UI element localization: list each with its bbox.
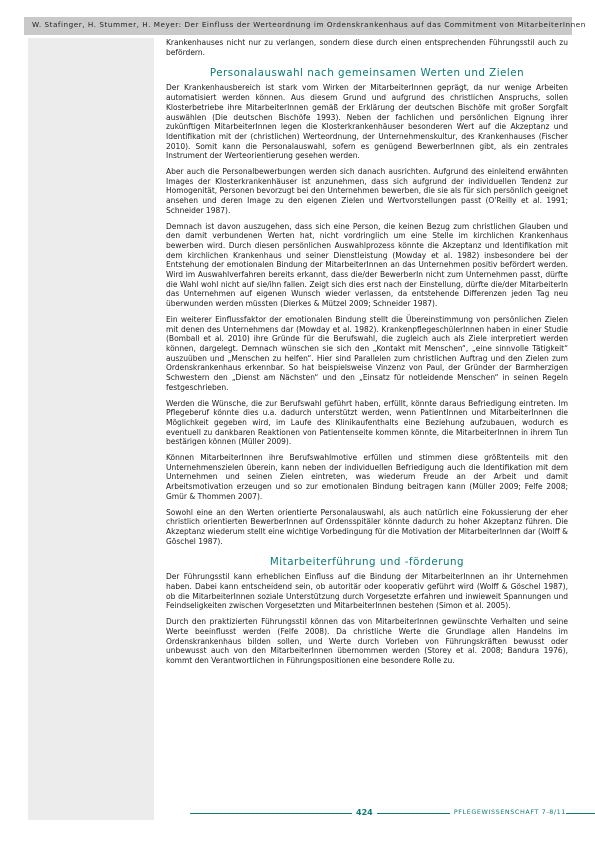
paragraph: Ein weiterer Einflussfaktor der emotionalen Bindung stellt die Übereinstimmung von persönlichen Zielen mit denen des Unternehmens dar (Mowday et al. 1982). KrankenpflegeschülerInnen haben in einer Studie (Bomball et al. 2010) ihre Gründe für die Berufswahl, die zugleich auch als Ziele interpretiert werden können, dargelegt. Demnach wünschen sie sich den „Kontakt mit Menschen“, „eine sinnvolle Tätigkeit“ auszuüben und „Menschen zu helfen“. Hier sind Parallelen zum christlichen Auftrag und den Zielen zum Ordenskrankenhaus erkennbar. So hat beispielsweise Vinzenz von Paul, der Gründer der Barmherzigen Schwestern den „Dienst am Nächsten“ und den „Einsatz für notleidende Menschen“ in seinen Regeln festgeschrieben. [166,314,568,392]
paragraph: Durch den praktizierten Führungsstil können das von MitarbeiterInnen gewünschte Verhalten und seine Werte beeinflusst werden (Felfe 2008). Da christliche Werte die Grundlage allen Handelns im Ordenskrankenhaus bilden sollen, und Werte durch Vorleben von Führungskräften bewusst oder unbewusst auch von den MitarbeiterInnen übernommen werden (Storey et al. 2008; Bandura 1976), kommt den Verantwortlichen in Führungspositionen eine besondere Rolle zu. [166,617,568,665]
paragraph: Aber auch die Personalbewerbungen werden sich danach ausrichten. Aufgrund des einleitend erwähnten Images der Klosterkrankenhäuser ist anzunehmen, dass sich aufgrund der individuellen Tendenz zur Homogenität, Personen bevorzugt bei den Unternehmen bewerben, die sie als für sich persönlich geeignet ansehen und deren Image zu den eigenen Zielen und Wertvorstellungen passt (O'Reilly et al. 1991; Schneider 1987). [166,167,568,215]
paragraph: Der Führungsstil kann erheblichen Einfluss auf die Bindung der MitarbeiterInnen an ihr Unternehmen haben. Dabei kann entscheidend sein, ob autoritär oder kooperativ geführt wird (Wolff & Göschel 1987), ob die MitarbeiterInnen soziale Unterstützung durch Vorgesetzte erfahren und inwieweit Spannungen und Feindseligkeiten zwischen Vorgesetzten und MitarbeiterInnen bestehen (Simon et al. 2005). [166,572,568,611]
page-number: 424 [352,808,377,817]
page-footer [24,808,572,820]
paragraph: Sowohl eine an den Werten orientierte Personalauswahl, als auch natürlich eine Fokussierung der eher christlich orientierten BewerberInnen auf Ordensspitäler könnte dadurch zu hoher Akzeptanz führen. Die Akzeptanz wiederum stellt eine wichtige Vorbedingung für die Motivation der MitarbeiterInnen dar (Wolff & Göschel 1987). [166,507,568,546]
paragraph: Demnach ist davon auszugehen, dass sich eine Person, die keinen Bezug zum christlichen Glauben und den damit verbundenen Werten hat, nicht vordringlich um eine Stelle im kirchlichen Krankenhaus bewerben wird. Durch diesen persönlichen Auswahlprozess könnte die Akzeptanz und Identifikation mit dem kirchlichen Krankenhaus und seiner Dienstleistung (Mowday et al. 1982) insbesondere bei der Entstehung der emotionalen Bindung der MitarbeiterInnen an das Unternehmen positiv befördert werden. Wird im Auswahlverfahren bereits erkannt, dass die/der BewerberIn nicht zum Unternehmen passt, dürfte die Wahl wohl nicht auf sie/ihn fallen. Zeigt sich dies erst nach der Einstellung, dürfte die/der MitarbeiterIn das Unternehmen auf eigenen Wunsch wieder verlassen, da entstehende Differenzen jeden Tag neu überwunden werden müssten (Dierkes & Mützel 2009; Schneider 1987). [166,221,568,309]
section-heading: Personalauswahl nach gemeinsamen Werten und Zielen [209,67,525,80]
section-heading: Mitarbeiterführung und -förderung [269,556,465,569]
running-header: W. Stafinger, H. Stummer, H. Meyer: Der Einfluss der Werteordnung im Ordenskrankenhaus auf das Commitment von MitarbeiterInnen [32,20,586,29]
paragraph: Krankenhauses nicht nur zu verlangen, sondern diese durch einen entsprechenden Führungsstil auch zu befördern. [166,38,568,57]
margin-column [28,38,154,820]
article-body [166,38,568,672]
journal-name: PFLEGEWISSENSCHAFT 7-8/11 [450,808,566,816]
paragraph: Der Krankenhausbereich ist stark vom Wirken der MitarbeiterInnen geprägt, da nur wenige Arbeiten automatisiert werden können. Aus diesem Grund und aufgrund des christlichen Anspruchs, sollen Klosterbetriebe ihre MitarbeiterInnen gemäß der Erklärung der deutschen Bischöfe mit großer Sorgfalt auswählen (Die deutschen Bischöfe 1993). Neben der fachlichen und persönlichen Eignung ihrer zukünftigen MitarbeiterInnen legen die Klosterkrankenhäuser besonderen Wert auf die Akzeptanz und Identifikation mit der (christlichen) Werteordnung, der Unternehmenskultur, des Krankenhauses (Fischer 2010). Somit kann die Personalauswahl, sofern es genügend BewerberInnen gibt, als ein zentrales Instrument der Werteorientierung gesehen werden. [166,83,568,161]
paragraph: Werden die Wünsche, die zur Berufswahl geführt haben, erfüllt, könnte daraus Befriedigung eintreten. Im Pflegeberuf könnte dies u.a. dadurch unterstützt werden, wenn PatientInnen und MitarbeiterInnen die Möglichkeit gegeben wird, im Laufe des Klinikaufenthalts eine Beziehung aufzubauen, wodurch es eventuell zu dankbaren Reaktionen von Patientenseite kommen könnte, die MitarbeiterInnen in ihrem Tun bestärigen können (Müller 2009). [166,398,568,447]
paragraph: Können MitarbeiterInnen ihre Berufswahlmotive erfüllen und stimmen diese größtenteils mit den Unternehmenszielen überein, kann neben der individuellen Befriedigung auch die Identifikation mit dem Unternehmen und seinen Zielen eintreten, was wiederum Freude an der Arbeit und damit Arbeitsmotivation erzeugen und so zur emotionalen Bindung beitragen kann (Müller 2009; Felfe 2008; Gmür & Thommen 2007). [166,453,568,501]
